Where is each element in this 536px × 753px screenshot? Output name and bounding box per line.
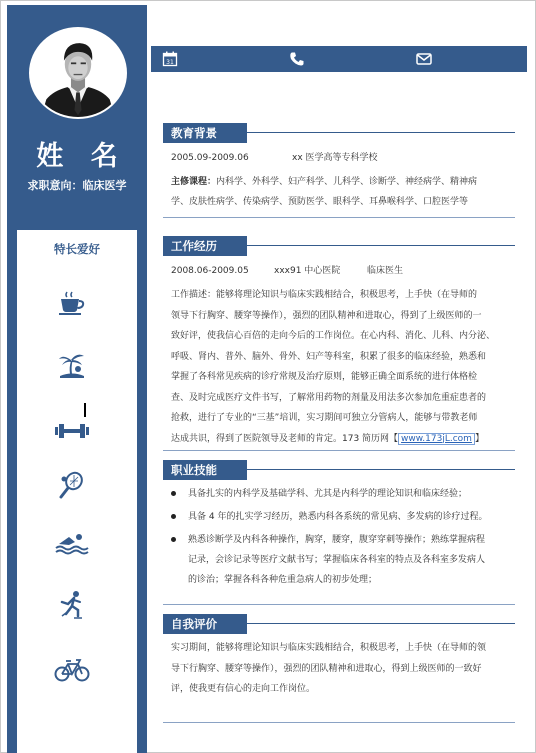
self-eval-section-title: 自我评价 — [163, 614, 247, 634]
skill-item: 具备 4 年的扎实学习经历，熟悉内科各系统的常见病、多发病的诊疗过程。 — [188, 512, 488, 522]
avatar — [29, 27, 127, 119]
dumbbell-icon — [52, 415, 92, 447]
skill-bullet — [171, 514, 176, 519]
education-bottom-rule — [163, 217, 515, 218]
work-desc-line: 达成共识，得到了医院领导及老师的肯定。173 简历网【 — [171, 433, 399, 444]
skills-section-title: 职业技能 — [163, 460, 247, 480]
skill-item — [188, 530, 517, 590]
education-courses-line1 — [171, 172, 517, 192]
work-desc-line-last — [171, 429, 517, 450]
skills-title-line — [247, 469, 515, 470]
work-hospital: xxx91 中心医院 — [274, 266, 341, 276]
tennis-racket-icon — [52, 470, 92, 502]
work-desc-line: 呼吸、肾内、普外、脑外、骨外、妇产等科室，积累了很多的临床经验，熟悉和 — [171, 351, 487, 362]
education-title-line — [247, 132, 515, 133]
self-eval-text — [171, 638, 517, 700]
work-desc-line: 掌握了各科常见疾病的诊疗常规及治疗原则，能够正确全面系统的进行体格检 — [171, 372, 478, 382]
work-desc-line: 领导下行胸穿、腰穿等操作），强烈的团队精神和进取心，得到了上级医师的一 — [171, 310, 482, 321]
work-section-title: 工作经历 — [163, 236, 247, 256]
work-position: 临床医生 — [367, 266, 404, 276]
courses-text-1: 内科学、外科学、妇产科学、儿科学、诊断学、神经病学、精神病 — [216, 177, 478, 187]
candidate-name: 姓 名 — [36, 141, 127, 172]
work-desc-line: 查、及时完成医疗文件书写，了解常用药物的剂量及用法多次参加危重症患者的 — [171, 392, 487, 403]
portrait-image — [31, 29, 125, 117]
skill-item-line: 的诊治；掌握各科各种危重急病人的初步处理； — [188, 575, 378, 585]
self-eval-line: 实习期间，能够将理论知识与临床实践相结合，积极思考，上手快（在导师的领 — [171, 643, 487, 653]
work-desc-line: 致好评，使我信心百倍的走向今后的工作岗位。在心内科、消化、儿科、内分泌、 — [171, 331, 496, 341]
palm-tree-icon — [52, 349, 92, 381]
self-eval-line: 评，使我更有信心的走向工作岗位。 — [171, 684, 316, 694]
text-cursor — [84, 403, 86, 417]
skills-bottom-rule — [163, 604, 515, 605]
work-title-line — [247, 245, 515, 246]
work-desc-line: 工作描述：能够将理论知识与临床实践相结合，积极思考，上手快（在导师的 — [171, 290, 478, 300]
hobbies-title: 特长爱好 — [54, 242, 100, 256]
site-link[interactable]: www.173jL.com — [398, 433, 475, 445]
skill-item-line: 熟悉诊断学及内科各种操作，胸穿，腰穿，腹穿穿刺等操作；熟练掌握病程 — [188, 535, 486, 545]
calendar-icon[interactable] — [161, 50, 179, 68]
skill-item-line: 记录，会诊记录等医疗文献书写；掌握临床各科室的特点及各科室多发病人 — [188, 555, 486, 565]
link-suffix: 】 — [474, 433, 484, 444]
contact-bar — [151, 46, 527, 72]
education-period: 2005.09-2009.06 — [171, 153, 249, 163]
calendar-day-label: 31 — [166, 59, 174, 66]
coffee-icon — [52, 287, 92, 319]
work-period: 2008.06-2009.05 — [171, 266, 249, 276]
work-desc-line: 抢救，进行了专业的“三基”培训，实习期间可独立分管病人，能够与带教老师 — [171, 413, 478, 423]
skill-bullet — [171, 537, 176, 542]
courses-label: 主修课程： — [171, 177, 217, 187]
work-description — [171, 285, 517, 449]
self-eval-line: 导下行胸穿、腰穿等操作），强烈的团队精神和进取心，得到上级医师的一致好 — [171, 663, 482, 674]
self-eval-bottom-rule — [163, 722, 515, 723]
work-bottom-rule — [163, 450, 515, 451]
education-section-title: 教育背景 — [163, 123, 247, 143]
mail-icon[interactable] — [415, 50, 433, 68]
education-school: xx 医学高等专科学校 — [292, 153, 378, 163]
skill-item: 具备扎实的内科学及基础学科、尤其是内科学的理论知识和临床经验； — [188, 489, 468, 499]
phone-icon[interactable] — [288, 50, 306, 68]
bicycle-icon — [52, 654, 92, 686]
skill-bullet — [171, 491, 176, 496]
job-objective: 求职意向：临床医学 — [27, 179, 127, 192]
self-eval-title-line — [247, 623, 515, 624]
skating-icon — [52, 589, 92, 621]
swimming-icon — [52, 527, 92, 559]
education-courses-line2: 学、皮肤性病学、传染病学、预防医学、眼科学、耳鼻喉科学、口腔医学等 — [171, 197, 469, 207]
